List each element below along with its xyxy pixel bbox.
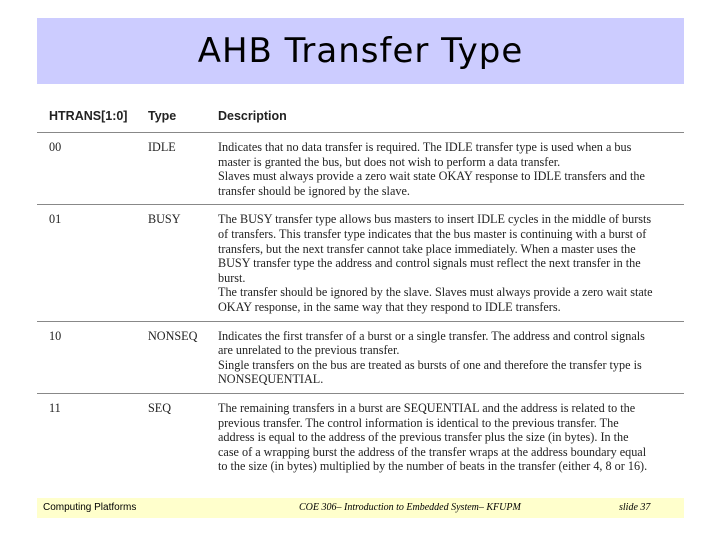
description-line: to the size (in bytes) multiplied by the number of beats in the transfer (either 4, 8 or 16).	[218, 459, 648, 474]
cell-code: 01	[37, 205, 136, 321]
cell-description	[206, 205, 684, 321]
table-row-busy	[37, 205, 684, 321]
table-row-idle	[37, 133, 684, 205]
cell-type: BUSY	[136, 205, 206, 321]
description-line: Indicates that no data transfer is required. The IDLE transfer type is used when a bus	[218, 140, 632, 154]
cell-description	[206, 321, 684, 393]
description-line: transfer should be ignored by the slave.	[218, 183, 410, 198]
htrans-table	[37, 100, 684, 480]
cell-code: 00	[37, 133, 136, 205]
header-description: Description	[206, 100, 684, 133]
description-line: Single transfers on the bus are treated as bursts of one and therefore the transfer type is	[218, 357, 642, 372]
cell-code: 10	[37, 321, 136, 393]
description-line: OKAY response, in the same way that they respond to IDLE transfers.	[218, 299, 561, 314]
description-line: The transfer should be ignored by the slave. Slaves must always provide a zero wait state	[218, 285, 653, 300]
table-row-seq	[37, 393, 684, 479]
cell-type: SEQ	[148, 400, 172, 415]
htrans-table-container	[37, 100, 684, 493]
description-line: burst.	[218, 270, 246, 285]
description-line: are unrelated to the previous transfer.	[218, 343, 400, 358]
table-row-nonseq	[37, 321, 684, 393]
description-line: master is granted the bus, but does not wish to perform a data transfer.	[218, 154, 561, 169]
title-bar	[37, 18, 684, 84]
cell-type: NONSEQ	[136, 321, 206, 393]
description-line: NONSEQUENTIAL.	[218, 372, 324, 387]
description-line: case of a wrapping burst the address of the transfer wraps at the address boundary equal	[218, 444, 647, 459]
description-line: address is equal to the address of the previous transfer plus the size (in bytes). In the	[218, 430, 629, 445]
cell-code: 11	[49, 400, 61, 415]
cell-type: IDLE	[136, 133, 206, 205]
description-line: Indicates the first transfer of a burst or a single transfer. The address and control signals	[218, 328, 645, 343]
cell-description	[206, 133, 684, 205]
cell-description	[206, 393, 684, 479]
table-header-row	[37, 100, 684, 133]
description-line: transfers, but the next transfer cannot take place immediately. When a master uses the	[218, 241, 636, 256]
footer-course-area: Computing Platforms	[43, 502, 137, 513]
description-line: The BUSY transfer type allows bus masters to insert IDLE cycles in the middle of bursts	[218, 212, 652, 227]
description-line: The remaining transfers in a burst are SEQUENTIAL and the address is related to the	[218, 400, 636, 415]
header-type: Type	[136, 100, 206, 133]
footer-bar	[37, 498, 684, 518]
footer-course-title: COE 306– Introduction to Embedded System– KFUPM	[299, 502, 521, 513]
slide-title: AHB Transfer Type	[197, 31, 524, 71]
description-line: of transfers. This transfer type indicates that the bus master is continuing with a burst of	[218, 226, 647, 241]
description-line: BUSY transfer type the address and control signals must reflect the next transfer in the	[218, 256, 641, 271]
description-line: Slaves must always provide a zero wait state OKAY response to IDLE transfers and the	[218, 169, 645, 184]
header-htrans: HTRANS[1:0]	[37, 100, 136, 133]
description-line: previous transfer. The control information is identical to the previous transfer. The	[218, 415, 619, 430]
footer-slide-number: slide 37	[619, 502, 651, 513]
